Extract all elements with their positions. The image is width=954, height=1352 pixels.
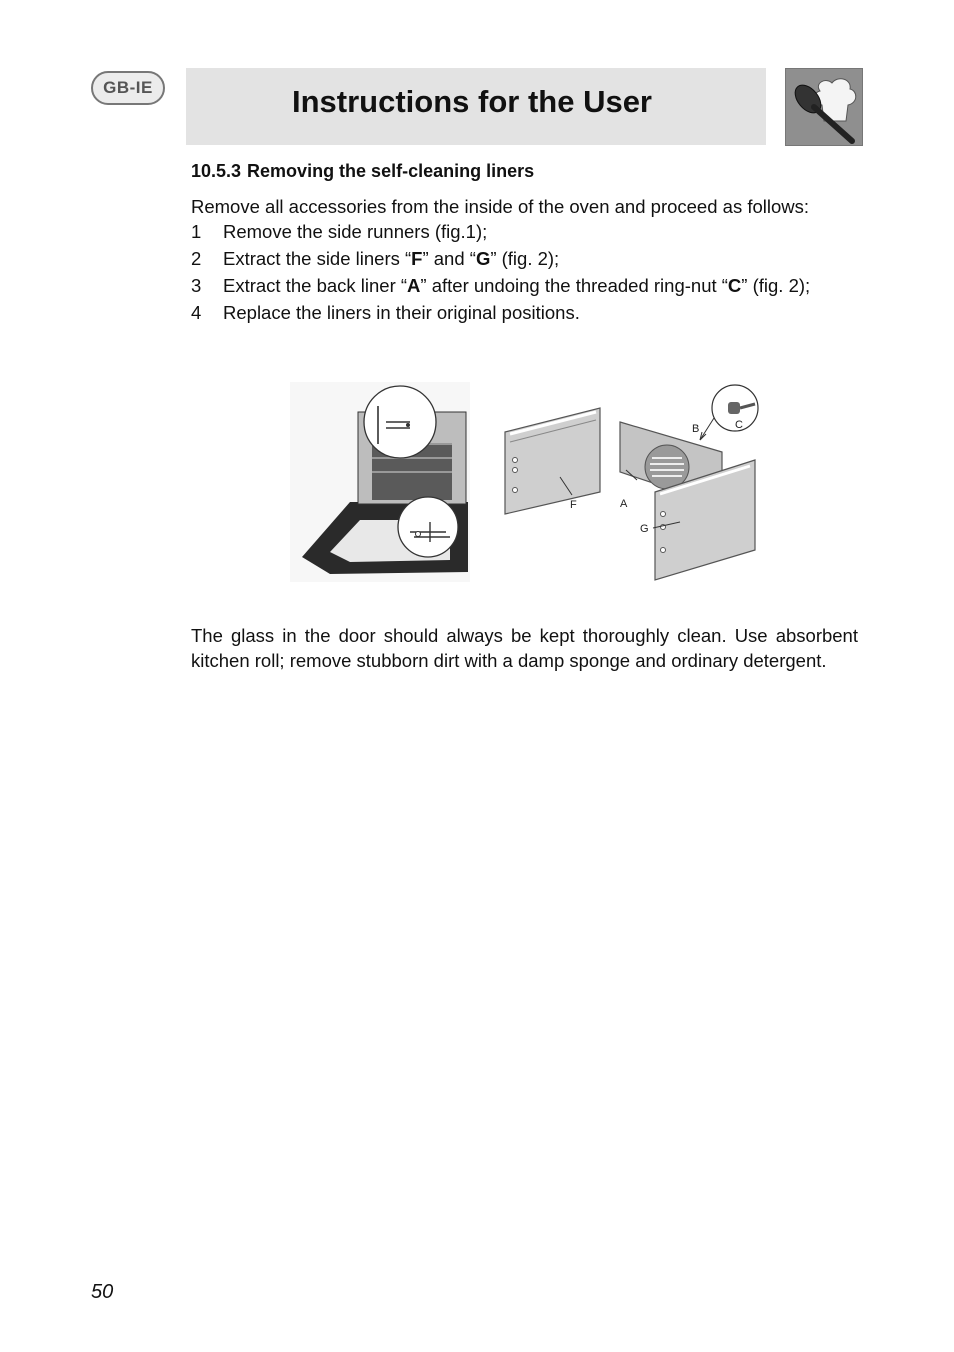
page-header xyxy=(186,68,766,145)
section-number: 10.5.3 xyxy=(191,161,242,181)
label-b: B xyxy=(692,423,700,435)
oven-runner-illustration xyxy=(290,382,470,582)
step-number: 4 xyxy=(191,302,202,323)
steps-list xyxy=(191,219,858,325)
step-text: Replace the liners in their original positions. xyxy=(223,302,580,323)
list-item xyxy=(191,273,858,298)
section-title: Removing the self-cleaning liners xyxy=(247,161,535,181)
page-title: Instructions for the User xyxy=(292,84,652,119)
section-heading xyxy=(191,158,858,184)
label-c: C xyxy=(735,419,743,431)
list-item xyxy=(191,300,858,325)
page-number: 50 xyxy=(91,1281,114,1303)
liner-removal-figure xyxy=(290,382,770,587)
intro-paragraph: Remove all accessories from the inside of the oven and proceed as follows: xyxy=(191,196,810,217)
list-item xyxy=(191,219,858,244)
locale-badge: GB-IE xyxy=(91,71,165,105)
step-text: Remove the side runners (fig.1); xyxy=(223,221,488,242)
chef-spoon-icon xyxy=(785,68,863,146)
ring-nut-c-detail xyxy=(692,385,758,440)
step-text: Extract the back liner “A” after undoing the threaded ring-nut “C” (fig. 2); xyxy=(223,275,811,296)
step-number: 3 xyxy=(191,275,202,296)
step-number: 1 xyxy=(191,221,202,242)
side-liner-f-illustration xyxy=(505,408,600,514)
step-text: Extract the side liners “F” and “G” (fig. 2); xyxy=(223,248,560,269)
list-item xyxy=(191,246,858,271)
section-content xyxy=(191,158,858,327)
glass-cleaning-text: The glass in the door should always be kept thoroughly clean. Use absorbent kitchen roll; remove stubborn dirt with a damp sponge and ordinary detergent. xyxy=(191,625,858,671)
label-a: A xyxy=(620,498,628,510)
label-f: F xyxy=(570,499,577,511)
glass-cleaning-paragraph xyxy=(191,623,858,673)
step-number: 2 xyxy=(191,248,202,269)
label-g: G xyxy=(640,523,649,535)
